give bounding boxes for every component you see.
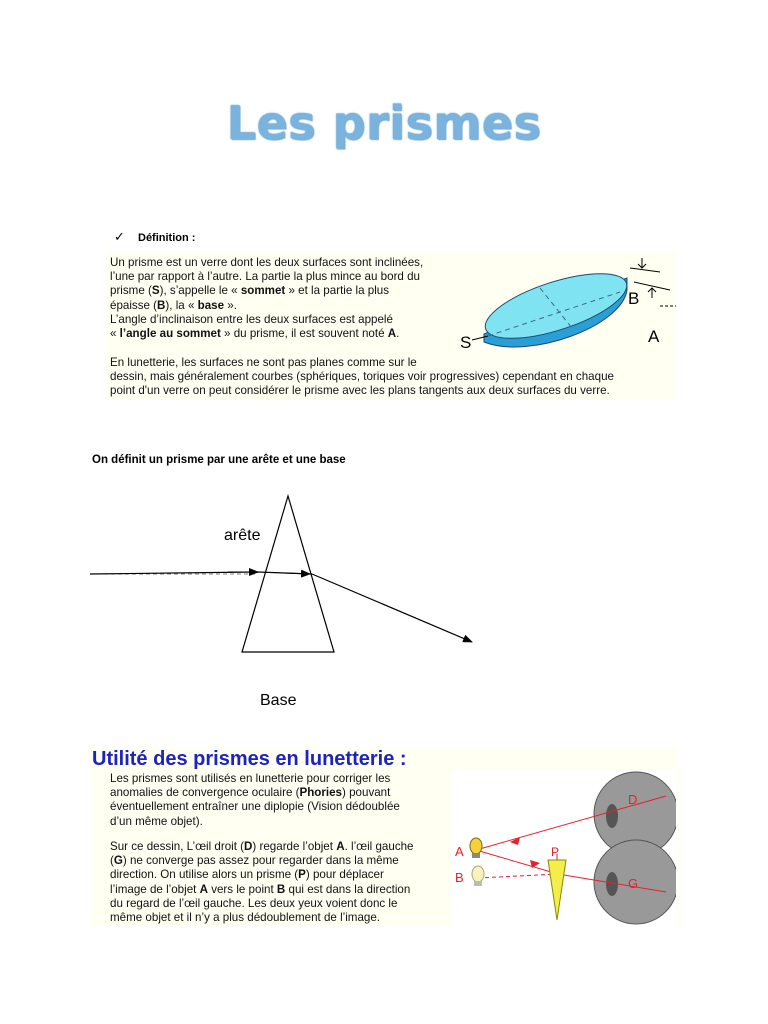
edge-label: arête bbox=[224, 527, 261, 544]
label-b: B bbox=[455, 870, 464, 885]
prism-triangle bbox=[242, 496, 334, 652]
label-a: A bbox=[455, 844, 464, 859]
prism-intro-text: On définit un prisme par une arête et une base bbox=[92, 454, 346, 466]
utility-paragraph-2: Sur ce dessin, L’œil droit (D) regarde l’objet A. l’œil gauche (G) ne converge pas assez pour regarder dans la même direction. On utilise alors un prisme (P) pour déplacer l’image de l’objet A vers le point B qui est dans la direction du regard de l’œil gauche. Les deux yeux voient donc le même objet et il n’y a plus dédoublement de l’image. bbox=[110, 840, 414, 925]
bulb-a-icon bbox=[470, 838, 482, 854]
label-d: D bbox=[628, 792, 638, 807]
thickness-line-top bbox=[630, 268, 660, 272]
base-label: Base bbox=[260, 692, 297, 709]
checkmark-icon: ✓ bbox=[114, 229, 125, 244]
refracted-arrow-icon bbox=[284, 573, 310, 574]
emergent-ray bbox=[312, 574, 472, 642]
label-g: G bbox=[628, 876, 639, 891]
label-b: B bbox=[628, 289, 640, 308]
eyes-prism-diagram bbox=[452, 770, 676, 926]
utility-heading: Utilité des prismes en lunetterie : bbox=[92, 748, 407, 770]
arrow-up-icon bbox=[648, 288, 656, 298]
label-s: S bbox=[460, 333, 472, 352]
bulb-b-base bbox=[474, 881, 482, 886]
label-p: P bbox=[551, 845, 560, 859]
utility-paragraph-1: Les prismes sont utilisés en lunetterie pour corriger les anomalies de convergence oculaire (Phories) pouvant éventuellement entraîner une diplopie (Vision dédoublée d’un même objet). bbox=[110, 772, 400, 828]
definition-label: Définition : bbox=[138, 232, 196, 244]
definition-paragraph-1: Un prisme est un verre dont les deux surfaces sont inclinées, l’une par rapport à l’autre. La partie la plus mince au bord du prisme (S), s’appelle le « sommet » et la partie la plus épaisse (B), la « base ». L’angle d’inclinaison entre les deux surfaces est appelé « l’angle au sommet » du prisme, il est souvent noté A. bbox=[110, 256, 424, 341]
arrow-down-icon bbox=[638, 258, 646, 268]
page-title: Les prismes bbox=[226, 96, 542, 150]
lens-prism-figure bbox=[460, 256, 676, 356]
label-a: A bbox=[648, 327, 660, 346]
prism-refraction-diagram bbox=[88, 490, 488, 714]
bulb-a-base bbox=[472, 853, 480, 858]
definition-paragraph-2: En lunetterie, les surfaces ne sont pas planes comme sur le dessin, mais généralement courbes (sphériques, toriques voir progressives) cependant en chaque point d'un verre on peut considérer le prisme avec les plans tangents aux deux surfaces du verre. bbox=[110, 356, 614, 398]
eye-right-lens bbox=[606, 804, 618, 828]
bulb-b-icon bbox=[472, 866, 484, 882]
